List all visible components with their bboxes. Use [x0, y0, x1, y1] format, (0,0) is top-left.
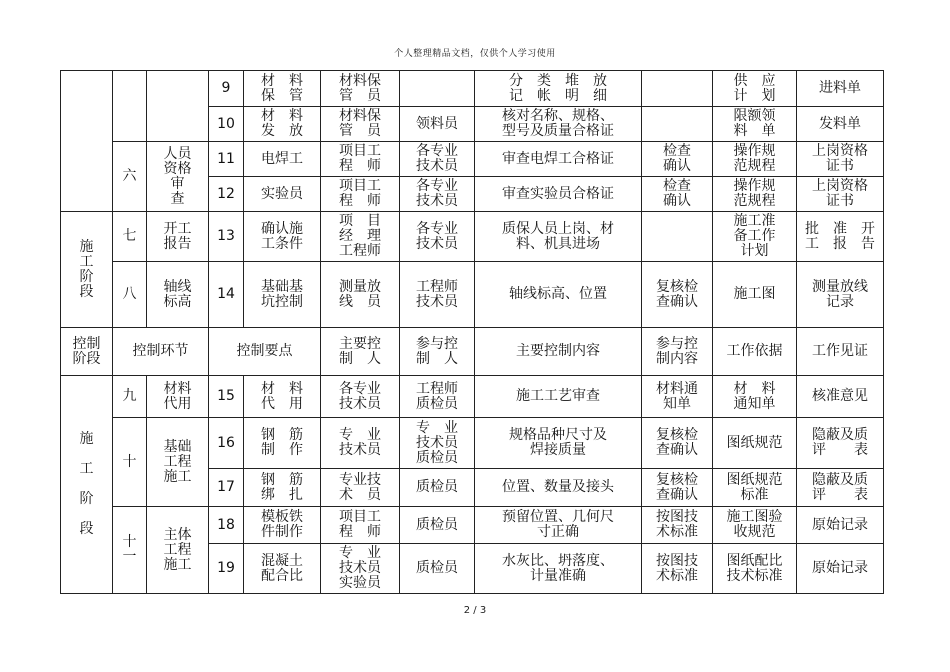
section-name-cell: 人员 资格 审 查: [147, 142, 209, 212]
table-row: [61, 142, 884, 177]
item-number: 15: [209, 376, 244, 418]
participant: 领料员: [400, 107, 475, 142]
section-number-cell: [113, 71, 147, 142]
control-point: 基础基 坑控制: [244, 262, 321, 328]
header-basis: 工作依据: [713, 328, 797, 376]
participant-content: 检查 确认: [642, 142, 713, 177]
control-point: 确认施 工条件: [244, 212, 321, 262]
participant-content: [642, 71, 713, 107]
header-content: 主要控制内容: [475, 328, 642, 376]
stage-cell: [61, 71, 113, 212]
work-basis: 施工图验 收规范: [713, 507, 797, 544]
work-evidence: 上岗资格 证书: [797, 177, 884, 212]
section-number-cell: 八: [113, 262, 147, 328]
item-number: 11: [209, 142, 244, 177]
section-name-cell: 基础 工程 施工: [147, 418, 209, 507]
section-number-cell: 六: [113, 142, 147, 212]
work-basis: 操作规 范规程: [713, 177, 797, 212]
stage-cell: 施 工 阶 段: [61, 376, 113, 594]
participant: 各专业 技术员: [400, 142, 475, 177]
section-name-cell: 材料 代用: [147, 376, 209, 418]
control-content: 轴线标高、位置: [475, 262, 642, 328]
section-name-cell: [147, 71, 209, 142]
control-point: 材 料 代 用: [244, 376, 321, 418]
control-point: 材 料 发 放: [244, 107, 321, 142]
participant-content: 按图技 术标准: [642, 544, 713, 594]
header-evidence: 工作见证: [797, 328, 884, 376]
work-basis: 施工准 备工作 计划: [713, 212, 797, 262]
stage-cell: 控制 阶段: [61, 328, 113, 376]
item-number: 10: [209, 107, 244, 142]
main-controller: 各专业 技术员: [321, 376, 400, 418]
participant: [400, 71, 475, 107]
main-controller: 项目工 程 师: [321, 177, 400, 212]
participant-content: 复核检 查确认: [642, 262, 713, 328]
main-controller: 项目工 程 师: [321, 507, 400, 544]
work-basis: 限额领 料 单: [713, 107, 797, 142]
control-content: 水灰比、坍落度、 计量准确: [475, 544, 642, 594]
header-main-person: 主要控 制 人: [321, 328, 400, 376]
participant: 质检员: [400, 507, 475, 544]
table-row: [61, 507, 884, 544]
work-evidence: 批 准 开 工 报 告: [797, 212, 884, 262]
section-name-cell: 主体 工程 施工: [147, 507, 209, 594]
control-content: 审查实验员合格证: [475, 177, 642, 212]
work-evidence: 核准意见: [797, 376, 884, 418]
page-header: 个人整理精品文档，仅供个人学习使用: [394, 49, 556, 59]
section-number-cell: 七: [113, 212, 147, 262]
table-row: [61, 262, 884, 328]
section-name-cell: 开工 报告: [147, 212, 209, 262]
control-point: 钢 筋 绑 扎: [244, 469, 321, 507]
stage-cell: 施 工 阶 段: [61, 212, 113, 328]
main-controller: 专 业 技术员: [321, 418, 400, 469]
main-controller: 测量放 线 员: [321, 262, 400, 328]
header-participant: 参与控 制 人: [400, 328, 475, 376]
main-controller: 专业技 术 员: [321, 469, 400, 507]
table-row: [61, 418, 884, 469]
participant-content: 材料通 知单: [642, 376, 713, 418]
main-controller: 项目工 程 师: [321, 142, 400, 177]
section-number-cell: 九: [113, 376, 147, 418]
work-evidence: 隐蔽及质 评 表: [797, 469, 884, 507]
control-content: 核对名称、规格、 型号及质量合格证: [475, 107, 642, 142]
item-number: 17: [209, 469, 244, 507]
control-content: 规格品种尺寸及 焊接质量: [475, 418, 642, 469]
work-basis: 图纸规范: [713, 418, 797, 469]
main-controller: 材料保 管 员: [321, 71, 400, 107]
table-row: [61, 376, 884, 418]
section-number-cell: 十: [113, 418, 147, 507]
work-basis: 图纸配比 技术标准: [713, 544, 797, 594]
item-number: 9: [209, 71, 244, 107]
work-evidence: 发料单: [797, 107, 884, 142]
section-number-cell: 十 一: [113, 507, 147, 594]
main-controller: 项 目 经 理 工程师: [321, 212, 400, 262]
table-row: [61, 71, 884, 107]
work-evidence: 原始记录: [797, 507, 884, 544]
participant-content: [642, 212, 713, 262]
participant: 工程师 技术员: [400, 262, 475, 328]
item-number: 12: [209, 177, 244, 212]
participant: 专 业 技术员 质检员: [400, 418, 475, 469]
quality-control-table: [60, 70, 884, 594]
work-basis: 操作规 范规程: [713, 142, 797, 177]
header-participant-content: 参与控 制内容: [642, 328, 713, 376]
header-point: 控制要点: [209, 328, 321, 376]
work-evidence: 隐蔽及质 评 表: [797, 418, 884, 469]
participant: 质检员: [400, 469, 475, 507]
control-point: 混凝土 配合比: [244, 544, 321, 594]
participant-content: [642, 107, 713, 142]
work-evidence: 上岗资格 证书: [797, 142, 884, 177]
control-point: 电焊工: [244, 142, 321, 177]
table-row: [61, 212, 884, 262]
work-basis: 材 料 通知单: [713, 376, 797, 418]
work-evidence: 原始记录: [797, 544, 884, 594]
table-header-row: [61, 328, 884, 376]
page-number: 2 / 3: [463, 605, 487, 616]
work-evidence: 测量放线 记录: [797, 262, 884, 328]
control-content: 分 类 堆 放 记 帐 明 细: [475, 71, 642, 107]
work-basis: 图纸规范 标准: [713, 469, 797, 507]
participant: 工程师 质检员: [400, 376, 475, 418]
control-point: 材 料 保 管: [244, 71, 321, 107]
participant-content: 检查 确认: [642, 177, 713, 212]
control-point: 实验员: [244, 177, 321, 212]
item-number: 18: [209, 507, 244, 544]
participant-content: 复核检 查确认: [642, 469, 713, 507]
control-content: 审查电焊工合格证: [475, 142, 642, 177]
control-content: 施工工艺审查: [475, 376, 642, 418]
participant: 各专业 技术员: [400, 177, 475, 212]
header-section: 控制环节: [113, 328, 209, 376]
control-content: 质保人员上岗、材 料、机具进场: [475, 212, 642, 262]
work-basis: 施工图: [713, 262, 797, 328]
participant: 各专业 技术员: [400, 212, 475, 262]
section-name-cell: 轴线 标高: [147, 262, 209, 328]
participant-content: 复核检 查确认: [642, 418, 713, 469]
control-point: 模板铁 件制作: [244, 507, 321, 544]
main-controller: 材料保 管 员: [321, 107, 400, 142]
item-number: 13: [209, 212, 244, 262]
work-basis: 供 应 计 划: [713, 71, 797, 107]
control-point: 钢 筋 制 作: [244, 418, 321, 469]
work-evidence: 进料单: [797, 71, 884, 107]
main-controller: 专 业 技术员 实验员: [321, 544, 400, 594]
item-number: 19: [209, 544, 244, 594]
item-number: 16: [209, 418, 244, 469]
participant-content: 按图技 术标准: [642, 507, 713, 544]
participant: 质检员: [400, 544, 475, 594]
item-number: 14: [209, 262, 244, 328]
control-content: 预留位置、几何尺 寸正确: [475, 507, 642, 544]
control-content: 位置、数量及接头: [475, 469, 642, 507]
